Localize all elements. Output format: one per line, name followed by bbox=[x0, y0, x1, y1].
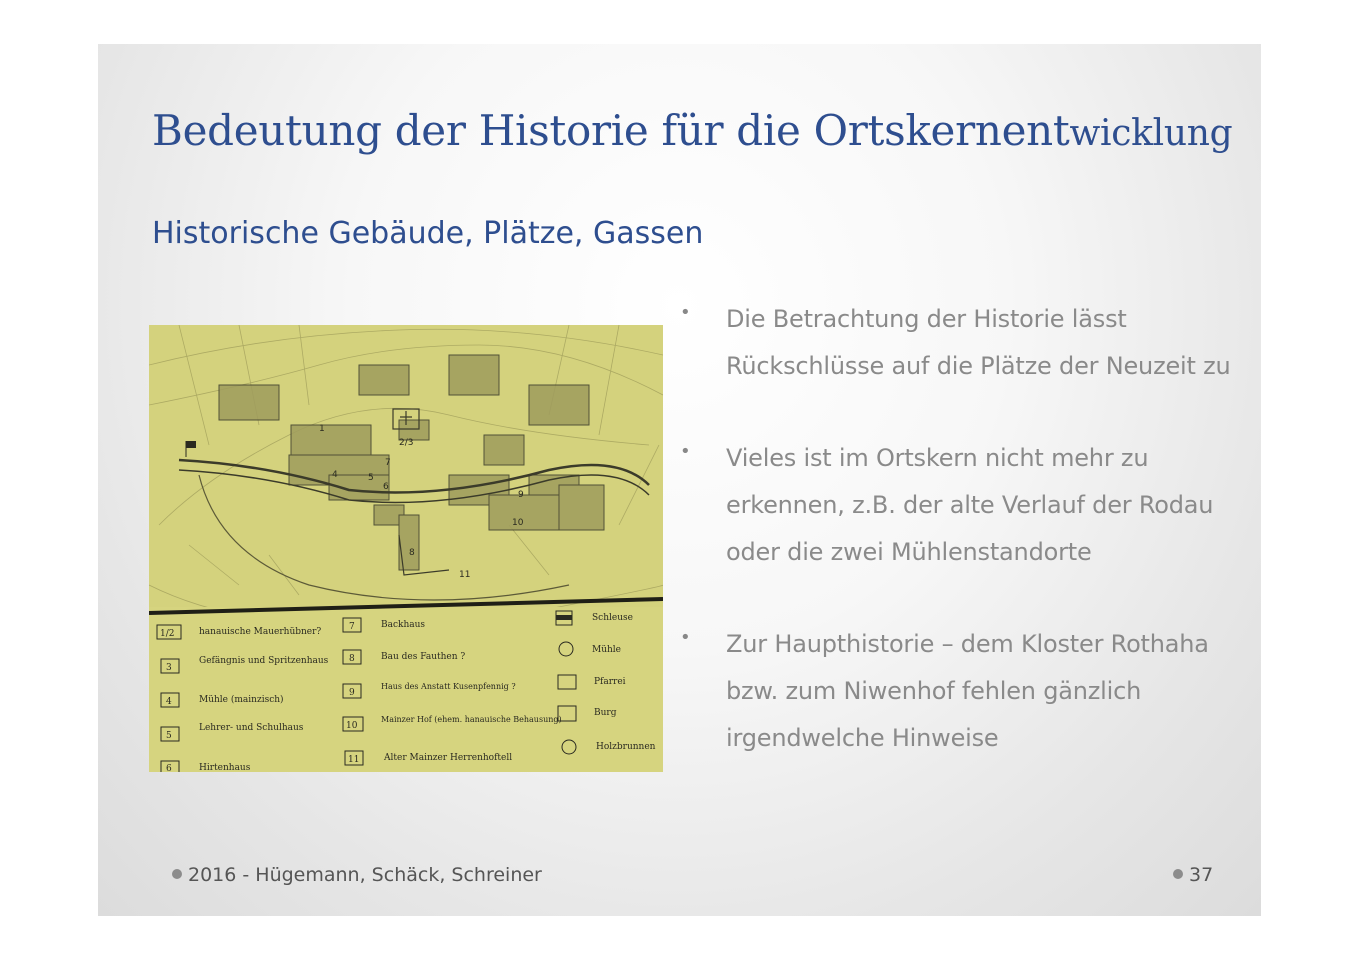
plan-number: 1 bbox=[319, 424, 325, 434]
bullet-dot: • bbox=[680, 441, 691, 462]
legend-label: Mainzer Hof (ehem. hanauische Behausung) bbox=[381, 715, 562, 724]
plan-number: 7 bbox=[385, 458, 391, 468]
legend-number: 6 bbox=[166, 764, 172, 772]
legend-label: Hirtenhaus bbox=[199, 763, 251, 772]
footer-dot-icon bbox=[172, 869, 182, 879]
legend-label: Haus des Anstatt Kusenpfennig ? bbox=[381, 682, 516, 691]
slide bbox=[98, 44, 1261, 916]
bullet-text: Die Betrachtung der Historie lässt Rückschlüsse auf die Plätze der Neuzeit zu bbox=[726, 305, 1231, 380]
title-main: Bedeutung der Historie für die Ortskernent bbox=[152, 106, 1070, 155]
page-number-text: 37 bbox=[1189, 864, 1214, 886]
footer-text: 2016 - Hügemann, Schäck, Schreiner bbox=[188, 864, 542, 886]
plan-number: 8 bbox=[409, 548, 415, 558]
bullet-list bbox=[680, 296, 1260, 807]
slide-subtitle: Historische Gebäude, Plätze, Gassen bbox=[152, 216, 704, 251]
bullet-text: Zur Haupthistorie – dem Kloster Rothaha bzw. zum Niwenhof fehlen gänzlich irgendwelche Hinweise bbox=[726, 630, 1209, 752]
legend-label: Bau des Fauthen ? bbox=[381, 652, 466, 662]
legend-label: Backhaus bbox=[381, 620, 426, 630]
page-dot-icon bbox=[1173, 869, 1183, 879]
legend-number: 11 bbox=[348, 755, 360, 765]
legend-symbol-label: Mühle bbox=[592, 645, 622, 655]
legend-number: 8 bbox=[349, 654, 355, 664]
slide-title bbox=[152, 106, 1252, 155]
legend-label: Gefängnis und Spritzenhaus bbox=[199, 656, 329, 666]
legend-number: 1/2 bbox=[160, 629, 175, 639]
legend-symbol-label: Pfarrei bbox=[594, 677, 626, 687]
plan-number: 4 bbox=[332, 470, 338, 480]
plan-number: 11 bbox=[459, 570, 471, 580]
historic-map-photo bbox=[149, 325, 663, 772]
legend-number: 4 bbox=[166, 697, 172, 707]
legend-label: Alter Mainzer Herrenhoftell bbox=[384, 753, 513, 763]
plan-number: 6 bbox=[383, 482, 389, 492]
legend-number: 10 bbox=[346, 721, 358, 731]
bullet-item bbox=[680, 621, 1260, 762]
bullet-dot: • bbox=[680, 302, 691, 323]
legend-label: hanauische Mauerhübner? bbox=[199, 627, 322, 637]
title-tail: wicklung bbox=[1069, 113, 1233, 154]
bullet-item bbox=[680, 435, 1260, 576]
legend-number: 5 bbox=[166, 731, 172, 741]
footer bbox=[172, 864, 542, 886]
legend-symbol-label: Schleuse bbox=[592, 613, 633, 623]
plan-number: 2/3 bbox=[399, 438, 414, 448]
plan-number: 9 bbox=[518, 490, 524, 500]
plan-number: 5 bbox=[368, 473, 374, 483]
legend-label: Lehrer- und Schulhaus bbox=[199, 723, 304, 733]
plan-number: 10 bbox=[512, 518, 524, 528]
legend-number: 3 bbox=[166, 663, 172, 673]
bullet-dot: • bbox=[680, 627, 691, 648]
legend-symbol-label: Burg bbox=[594, 708, 617, 718]
historic-map-drawing bbox=[149, 325, 663, 772]
bullet-item bbox=[680, 296, 1260, 390]
page-number bbox=[1173, 864, 1213, 886]
legend-label: Mühle (mainzisch) bbox=[199, 695, 284, 705]
bullet-text: Vieles ist im Ortskern nicht mehr zu erkennen, z.B. der alte Verlauf der Rodau oder die zwei Mühlenstandorte bbox=[726, 444, 1214, 566]
legend-number: 7 bbox=[349, 622, 355, 632]
legend-symbol-label: Holzbrunnen bbox=[596, 742, 656, 752]
legend-number: 9 bbox=[349, 688, 355, 698]
